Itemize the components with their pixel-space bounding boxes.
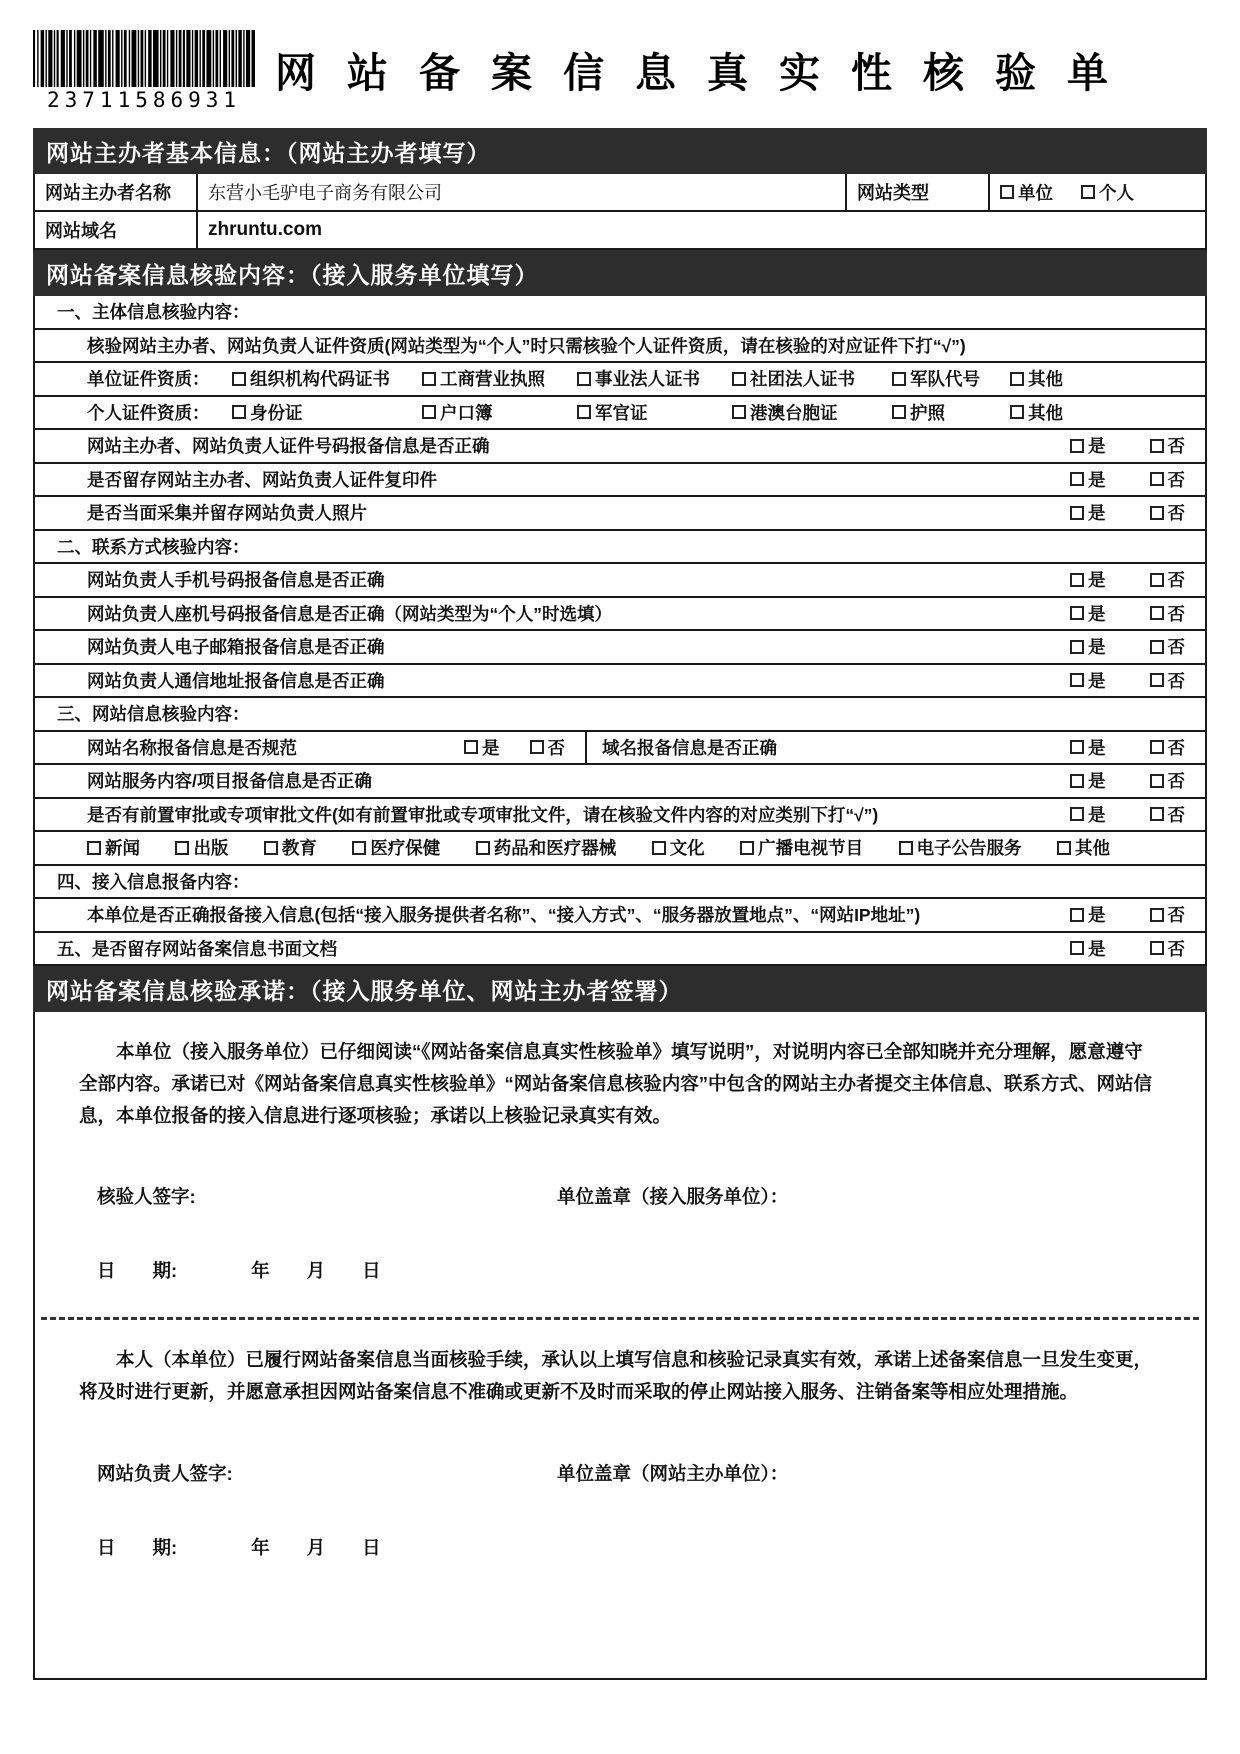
domain-check-cell [587, 732, 1205, 764]
yes-label: 是 [1088, 771, 1106, 792]
domain-field[interactable]: zhruntu.com [208, 219, 322, 240]
no-checkbox[interactable] [1150, 941, 1164, 955]
basic-info-table [33, 174, 1207, 250]
option-label: 其他 [1075, 838, 1110, 859]
no-checkbox[interactable] [1150, 472, 1164, 486]
commitment-section-title: 网站备案信息核验承诺：（接入服务单位、网站主办者签署） [46, 977, 683, 1004]
option-label: 事业法人证书 [595, 369, 700, 390]
unit-cert-option[interactable] [892, 366, 1010, 391]
yes-checkbox[interactable] [1070, 472, 1084, 486]
commitment-paragraph-organizer: 本人（本单位）已履行网站备案信息当面核验手续，承认以上填写信息和核验记录真实有效，承诺上述备案信息一旦发生变更，将及时进行更新，并愿意承担因网站备案信息不准确或更新不及时而采取的停止网站接入服务、注销备案等相应处理措施。 [79, 1349, 1153, 1403]
option-checkbox[interactable] [732, 405, 746, 419]
no-label: 否 [1167, 737, 1185, 758]
option-checkbox[interactable] [892, 372, 906, 386]
option-label: 其他 [1028, 369, 1063, 390]
no-label: 否 [1167, 469, 1185, 490]
yes-option[interactable] [1070, 735, 1106, 760]
organizer-name-row [35, 174, 1205, 212]
part3-title-row [35, 698, 1205, 732]
option-checkbox[interactable] [899, 841, 913, 855]
approval-option[interactable] [476, 835, 617, 860]
question-label: 是否当面采集并留存网站负责人照片 [87, 503, 367, 524]
yes-option[interactable] [1070, 433, 1106, 458]
domain-row [35, 212, 1205, 248]
no-option[interactable] [1150, 768, 1186, 793]
option-label: 教育 [281, 838, 317, 859]
site-type-personal-option[interactable] [1081, 180, 1134, 205]
barcode-number: 23711586931 [47, 88, 242, 112]
approval-option[interactable] [740, 835, 863, 860]
no-option[interactable] [1150, 902, 1186, 927]
yes-checkbox[interactable] [1070, 606, 1084, 620]
no-checkbox[interactable] [1150, 774, 1164, 788]
site-name-domain-row [35, 732, 1205, 766]
unit-label: 单位 [1018, 182, 1053, 203]
responsible-sign-label: 网站负责人签字: [97, 1463, 233, 1485]
yes-label: 是 [1088, 436, 1106, 457]
question-label: 域名报备信息是否正确 [602, 737, 777, 758]
yes-label: 是 [1088, 670, 1106, 691]
responsible-signature-row [97, 1460, 1205, 1486]
no-label: 否 [1167, 570, 1185, 591]
option-label: 电子公告服务 [916, 838, 1022, 859]
personal-checkbox[interactable] [1081, 185, 1095, 199]
question-label: 网站负责人电子邮箱报备信息是否正确 [87, 637, 385, 658]
personal-label: 个人 [1099, 182, 1134, 203]
personal-cert-option[interactable] [1010, 400, 1197, 425]
no-checkbox[interactable] [1150, 908, 1164, 922]
yes-checkbox[interactable] [1070, 640, 1084, 654]
question-row [35, 497, 1205, 531]
option-label: 医疗保健 [370, 838, 441, 859]
no-label: 否 [1167, 670, 1185, 691]
question-label: 网站负责人通信地址报备信息是否正确 [87, 670, 385, 691]
barcode [33, 30, 261, 112]
approval-option[interactable] [652, 835, 705, 860]
yes-option[interactable] [1070, 601, 1106, 626]
question-row [35, 564, 1205, 598]
option-checkbox[interactable] [740, 841, 754, 855]
part3-title: 三、网站信息核验内容： [57, 704, 250, 725]
personal-cert-option[interactable] [422, 400, 577, 425]
yes-label: 是 [1088, 905, 1106, 926]
verifier-sign-label: 核验人签字: [97, 1186, 196, 1208]
no-label: 否 [547, 737, 565, 758]
no-option[interactable] [1150, 467, 1186, 492]
yes-checkbox[interactable] [1070, 941, 1084, 955]
option-label: 其他 [1028, 402, 1063, 423]
yes-option[interactable] [1070, 567, 1106, 592]
personal-cert-label: 个人证件资质： [87, 402, 210, 423]
no-option[interactable] [1150, 433, 1186, 458]
no-label: 否 [1167, 436, 1185, 457]
option-label: 出版 [193, 838, 229, 859]
option-checkbox[interactable] [264, 841, 278, 855]
option-checkbox[interactable] [1010, 405, 1024, 419]
yes-checkbox[interactable] [1070, 807, 1084, 821]
part4-title: 四、接入信息报备内容： [57, 871, 250, 892]
approval-categories-row [35, 832, 1205, 866]
yes-label: 是 [1088, 469, 1106, 490]
organizer-name-label: 网站主办者名称 [35, 174, 198, 210]
unit-cert-option[interactable] [232, 366, 422, 391]
no-checkbox[interactable] [530, 740, 544, 754]
commitment-paragraph-isp: 本单位（接入服务单位）已仔细阅读“《网站备案信息真实性核验单》填写说明”，对说明内容已全部知晓并充分理解，愿意遵守全部内容。承诺已对《网站备案信息真实性核验单》“网站备案信息核验内容”中包含的网站主办者提交主体信息、联系方式、网站信息，本单位报备的接入信息进行逐项核验；承诺以上核验记录真实有效。 [79, 1041, 1153, 1126]
site-name-cell [35, 732, 587, 764]
no-checkbox[interactable] [1150, 807, 1164, 821]
yes-checkbox[interactable] [1070, 573, 1084, 587]
no-label: 否 [1167, 603, 1185, 624]
question-label: 本单位是否正确报备接入信息(包括“接入服务提供者名称”、“接入方式”、“服务器放置地点”、“网站IP地址”) [87, 905, 921, 926]
barcode-image [33, 30, 255, 87]
yes-option[interactable] [1070, 768, 1106, 793]
site-type-options [990, 174, 1205, 210]
option-checkbox[interactable] [232, 405, 246, 419]
no-option[interactable] [1150, 567, 1186, 592]
option-label: 港澳台胞证 [750, 402, 838, 423]
option-label: 军队代号 [910, 369, 980, 390]
no-label: 否 [1167, 938, 1185, 959]
personal-cert-option[interactable] [232, 400, 422, 425]
no-option[interactable] [1150, 634, 1186, 659]
yes-checkbox[interactable] [1070, 740, 1084, 754]
question-label: 网站负责人座机号码报备信息是否正确（网站类型为“个人”时选填） [87, 603, 612, 624]
approval-option[interactable] [899, 835, 1022, 860]
option-label: 工商营业执照 [440, 369, 545, 390]
yes-checkbox[interactable] [1070, 908, 1084, 922]
question-row [35, 765, 1205, 799]
option-checkbox[interactable] [87, 841, 101, 855]
yes-option[interactable] [1070, 668, 1106, 693]
option-checkbox[interactable] [577, 372, 591, 386]
commitment-box [33, 1012, 1207, 1680]
yes-checkbox[interactable] [1070, 774, 1084, 788]
basic-info-section-header [33, 128, 1207, 174]
question-label: 网站名称报备信息是否规范 [87, 737, 297, 758]
page-title: 网站备案信息真实性核验单 [275, 50, 1139, 96]
no-label: 否 [1167, 637, 1185, 658]
no-option[interactable] [1150, 802, 1186, 827]
yes-checkbox[interactable] [464, 740, 478, 754]
yes-option[interactable] [1070, 500, 1106, 525]
organizer-name-field[interactable]: 东营小毛驴电子商务有限公司 [198, 174, 847, 210]
personal-cert-option[interactable] [892, 400, 1010, 425]
part2-title-row [35, 531, 1205, 565]
no-option[interactable] [530, 735, 566, 760]
option-label: 护照 [910, 402, 945, 423]
option-label: 身份证 [250, 402, 303, 423]
question-label: 是否有前置审批或专项审批文件(如有前置审批或专项审批文件，请在核验文件内容的对应类别下打“√”) [87, 804, 879, 825]
part1-title: 一、主体信息核验内容： [57, 302, 250, 323]
unit-checkbox[interactable] [1000, 185, 1014, 199]
unit-cert-option[interactable] [577, 366, 732, 391]
option-checkbox[interactable] [422, 405, 436, 419]
yes-label: 是 [1088, 804, 1106, 825]
option-checkbox[interactable] [1010, 372, 1024, 386]
option-checkbox[interactable] [732, 372, 746, 386]
part2-title: 二、联系方式核验内容： [57, 536, 250, 557]
no-checkbox[interactable] [1150, 640, 1164, 654]
no-label: 否 [1167, 771, 1185, 792]
part1-title-row [35, 296, 1205, 330]
question-row [35, 598, 1205, 632]
no-label: 否 [1167, 804, 1185, 825]
option-label: 文化 [669, 838, 705, 859]
yes-label: 是 [1088, 503, 1106, 524]
unit-cert-option[interactable] [422, 366, 577, 391]
access-question-row [35, 899, 1205, 933]
option-checkbox[interactable] [175, 841, 189, 855]
no-checkbox[interactable] [1150, 606, 1164, 620]
date-line-isp: 日 期: 年 月 日 [97, 1260, 381, 1282]
approval-option[interactable] [87, 835, 140, 860]
question-label: 网站服务内容/项目报备信息是否正确 [87, 771, 372, 792]
yes-label: 是 [1088, 637, 1106, 658]
approval-question-row [35, 799, 1205, 833]
unit-cert-option[interactable] [732, 366, 892, 391]
question-row [35, 665, 1205, 699]
commitment-section-header [33, 966, 1207, 1012]
personal-cert-option[interactable] [732, 400, 892, 425]
option-checkbox[interactable] [352, 841, 366, 855]
yes-option[interactable] [1070, 902, 1106, 927]
verification-section-title: 网站备案信息核验内容：（接入服务单位填写） [46, 261, 539, 288]
no-checkbox[interactable] [1150, 439, 1164, 453]
option-label: 社团法人证书 [750, 369, 855, 390]
verifier-signature-row [97, 1183, 1205, 1209]
approval-option[interactable] [352, 835, 440, 860]
no-option[interactable] [1150, 601, 1186, 626]
part1-note-row [35, 330, 1205, 364]
option-label: 组织机构代码证书 [250, 369, 390, 390]
no-option[interactable] [1150, 668, 1186, 693]
option-label: 药品和医疗器械 [493, 838, 617, 859]
option-checkbox[interactable] [1057, 841, 1071, 855]
option-label: 新闻 [105, 838, 140, 859]
part4-title-row [35, 866, 1205, 900]
option-label: 广播电视节目 [758, 838, 864, 859]
yes-checkbox[interactable] [1070, 439, 1084, 453]
unit-seal-label-organizer: 单位盖章（网站主办单位）： [557, 1463, 789, 1485]
question-label: 网站主办者、网站负责人证件号码报备信息是否正确 [87, 436, 490, 457]
no-checkbox[interactable] [1150, 506, 1164, 520]
yes-label: 是 [1088, 603, 1106, 624]
basic-info-section-title: 网站主办者基本信息：（网站主办者填写） [46, 139, 491, 166]
no-checkbox[interactable] [1150, 573, 1164, 587]
unit-cert-label: 单位证件资质： [87, 369, 210, 390]
yes-checkbox[interactable] [1070, 673, 1084, 687]
yes-label: 是 [482, 737, 500, 758]
no-label: 否 [1167, 503, 1185, 524]
option-checkbox[interactable] [476, 841, 490, 855]
option-label: 军官证 [595, 402, 648, 423]
no-checkbox[interactable] [1150, 740, 1164, 754]
no-option[interactable] [1150, 500, 1186, 525]
part5-title: 五、是否留存网站备案信息书面文档 [57, 938, 337, 959]
option-checkbox[interactable] [577, 405, 591, 419]
option-checkbox[interactable] [652, 841, 666, 855]
yes-option[interactable] [1070, 936, 1106, 961]
yes-option[interactable] [1070, 634, 1106, 659]
yes-option[interactable] [464, 735, 500, 760]
no-checkbox[interactable] [1150, 673, 1164, 687]
question-row [35, 631, 1205, 665]
question-label: 是否留存网站主办者、网站负责人证件复印件 [87, 469, 437, 490]
option-label: 户口簿 [440, 402, 493, 423]
option-checkbox[interactable] [232, 372, 246, 386]
unit-seal-label-isp: 单位盖章（接入服务单位）： [557, 1186, 789, 1208]
yes-checkbox[interactable] [1070, 506, 1084, 520]
option-checkbox[interactable] [892, 405, 906, 419]
site-type-unit-option[interactable] [1000, 180, 1053, 205]
part1-note: 核验网站主办者、网站负责人证件资质(网站类型为“个人”时只需核验个人证件资质，请在核验的对应证件下打“√”) [87, 335, 966, 356]
approval-option[interactable] [1057, 835, 1110, 860]
verification-section-header [33, 250, 1207, 296]
unit-cert-row [35, 363, 1205, 397]
form-header [33, 30, 1207, 128]
question-row [35, 464, 1205, 498]
yes-label: 是 [1088, 737, 1106, 758]
yes-option[interactable] [1070, 467, 1106, 492]
option-checkbox[interactable] [422, 372, 436, 386]
approval-option[interactable] [264, 835, 317, 860]
personal-cert-row [35, 397, 1205, 431]
approval-option[interactable] [175, 835, 228, 860]
site-type-label: 网站类型 [847, 174, 990, 210]
unit-cert-option[interactable] [1010, 366, 1197, 391]
date-line-organizer: 日 期: 年 月 日 [97, 1537, 381, 1559]
question-row [35, 430, 1205, 464]
question-label: 网站负责人手机号码报备信息是否正确 [87, 570, 385, 591]
no-option[interactable] [1150, 936, 1186, 961]
no-option[interactable] [1150, 735, 1186, 760]
yes-option[interactable] [1070, 802, 1106, 827]
domain-label: 网站域名 [35, 212, 198, 248]
yes-label: 是 [1088, 570, 1106, 591]
personal-cert-option[interactable] [577, 400, 732, 425]
no-label: 否 [1167, 905, 1185, 926]
yes-label: 是 [1088, 938, 1106, 959]
part5-question-row [35, 933, 1205, 965]
verification-table [33, 296, 1207, 966]
cut-line [41, 1317, 1199, 1320]
